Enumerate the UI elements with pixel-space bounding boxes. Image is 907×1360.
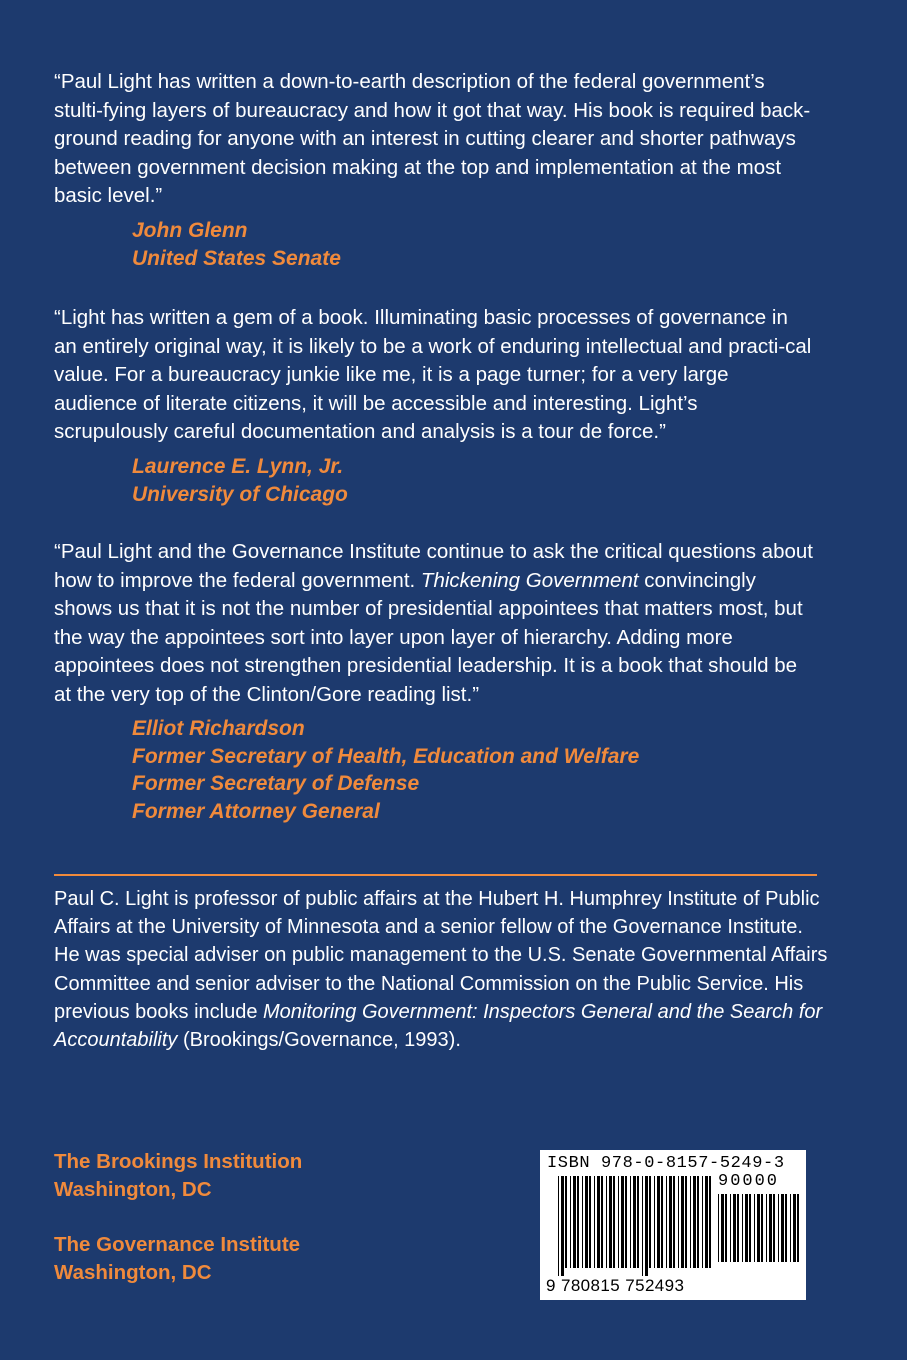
barcode-bar [601, 1176, 603, 1268]
quote-2-affiliation: University of Chicago [132, 482, 348, 506]
barcode-bar [582, 1176, 583, 1268]
barcode-bar [573, 1176, 576, 1268]
author-bio [54, 885, 829, 1054]
barcode-bar [721, 1194, 724, 1262]
barcode-bar [757, 1194, 760, 1262]
barcode-bar [793, 1194, 796, 1262]
publisher-location: Washington, DC [54, 1177, 212, 1201]
barcode-bar [661, 1176, 663, 1268]
isbn-label: ISBN 978-0-8157-5249-3 [547, 1154, 785, 1173]
barcode-bar [785, 1194, 787, 1262]
barcode-bar [649, 1176, 651, 1268]
publisher-1 [54, 1148, 302, 1203]
barcode-bar [577, 1176, 579, 1268]
barcode-bar [773, 1194, 775, 1262]
barcode-bar [690, 1176, 691, 1268]
ean-barcode-bars [558, 1176, 714, 1276]
barcode-bar [606, 1176, 607, 1268]
quote-1-author: John Glenn [132, 219, 248, 242]
barcode-bar [742, 1194, 743, 1262]
bio-book-title: Monitoring Government: Inspectors General and the Search for Accountability [54, 1000, 823, 1052]
barcode-bar [561, 1176, 564, 1276]
quote-2-text: “Light has written a gem of a book. Illuminating basic processes of governance in an entirely original way, it is likely to be a work of enduring intellectual and practi-cal value. For a bureaucracy junkie like me, it is a page turner; for a very large audience of literate citizens, it will be accessible and interesting. Light’s scrupulously careful documentation and analysis is a tour de force.” [54, 306, 812, 444]
barcode-bar [613, 1176, 615, 1268]
quote-1-attribution [132, 217, 341, 272]
barcode-bar [654, 1176, 655, 1268]
barcode-bar [642, 1176, 643, 1276]
barcode-bar [597, 1176, 600, 1268]
barcode-bar [621, 1176, 624, 1268]
quote-3-text [54, 538, 814, 710]
quote-3-affiliation: Former Attorney General [132, 799, 380, 823]
barcode-bar [645, 1176, 648, 1276]
barcode-bar [730, 1194, 731, 1262]
quote-3-affiliation: Former Secretary of Health, Education and Welfare [132, 744, 640, 768]
barcode-bar [666, 1176, 667, 1268]
ean-digits: 9 780815 752493 [546, 1276, 685, 1295]
quote-3-book-title: Thickening Government [420, 568, 639, 592]
barcode-bar [749, 1194, 751, 1262]
barcode-bar [737, 1194, 739, 1262]
quote-2-author: Laurence E. Lynn, Jr. [132, 455, 344, 478]
barcode-bar [681, 1176, 684, 1268]
barcode-bar [585, 1176, 588, 1268]
barcode-bar [657, 1176, 660, 1268]
barcode-bar [733, 1194, 736, 1262]
barcode-bar [609, 1176, 612, 1268]
publisher-name: The Brookings Institution [54, 1150, 303, 1173]
quote-3-affiliation: Former Secretary of Defense [132, 772, 420, 795]
barcode-bar [625, 1176, 627, 1268]
quote-1-text: “Paul Light has written a down-to-earth description of the federal government’s stulti-fying layers of bureaucracy and how it got that way. His book is required back-ground reading for anyone with an interest in cutting clearer and shorter pathways between government decision making at the top and implementation at the most basic level.” [54, 70, 811, 208]
bio-text-part: Paul C. Light is professor of public affairs at the Hubert H. Humphrey Institute of Public Affairs at the University of Minnesota and a senior fellow of the Governance Institute. He was special adviser on public management to the U.S. Senate Governmental Affairs Committee and senior adviser to the National Commission on the Public Service. His previous books include [54, 888, 828, 1023]
barcode-bar [790, 1194, 791, 1262]
barcode-bar [761, 1194, 763, 1262]
barcode-bar [618, 1176, 619, 1268]
author-bio-text [54, 885, 829, 1054]
quote-3 [54, 538, 814, 710]
barcode-bar [718, 1194, 719, 1262]
barcode-bar [745, 1194, 748, 1262]
price-addon-number: 90000 [718, 1172, 780, 1191]
barcode-bar [669, 1176, 672, 1268]
barcode-bar [673, 1176, 675, 1268]
barcode-bar [565, 1176, 567, 1268]
quote-1 [54, 68, 814, 211]
quote-2-attribution [132, 453, 348, 508]
barcode-bar [558, 1176, 559, 1276]
barcode-bar [589, 1176, 591, 1268]
barcode-bar [693, 1176, 696, 1268]
barcode-bar [797, 1194, 799, 1262]
addon-barcode-bars [718, 1194, 800, 1270]
barcode-bar [766, 1194, 767, 1262]
barcode-bar [630, 1176, 631, 1268]
barcode-bar [705, 1176, 708, 1268]
barcode-bar [685, 1176, 687, 1268]
barcode-bar [678, 1176, 679, 1268]
quote-3-author: Elliot Richardson [132, 717, 305, 740]
quote-1-affiliation: United States Senate [132, 246, 341, 270]
divider-rule [54, 874, 817, 876]
barcode-bar [633, 1176, 636, 1268]
barcode-bar [754, 1194, 755, 1262]
bio-text-part: (Brookings/Governance, 1993). [177, 1029, 461, 1052]
quote-2 [54, 304, 814, 447]
barcode-bar [697, 1176, 699, 1268]
isbn-barcode [540, 1150, 806, 1300]
publisher-name: The Governance Institute [54, 1233, 301, 1256]
barcode-bar [637, 1176, 639, 1268]
barcode-bar [781, 1194, 784, 1262]
quote-3-text-part: “Paul Light and the Governance Institute continue to ask the critical questions about how to improve the federal government. [54, 540, 813, 592]
barcode-bar [709, 1176, 711, 1268]
barcode-bar [769, 1194, 772, 1262]
barcode-bar [725, 1194, 727, 1262]
barcode-bar [702, 1176, 703, 1268]
publisher-2 [54, 1231, 300, 1286]
barcode-bar [778, 1194, 779, 1262]
quote-3-attribution [132, 715, 639, 825]
barcode-bar [570, 1176, 571, 1268]
publisher-location: Washington, DC [54, 1260, 212, 1284]
quote-3-text-part: convincingly shows us that it is not the number of presidential appointees that matters most, but the way the appointees sort into layer upon layer of hierarchy. Adding more appointees does not strengthen presidential leadership. It is a book that should be at the very top of the Clinton/Gore reading list.” [54, 568, 803, 706]
barcode-bar [594, 1176, 595, 1268]
